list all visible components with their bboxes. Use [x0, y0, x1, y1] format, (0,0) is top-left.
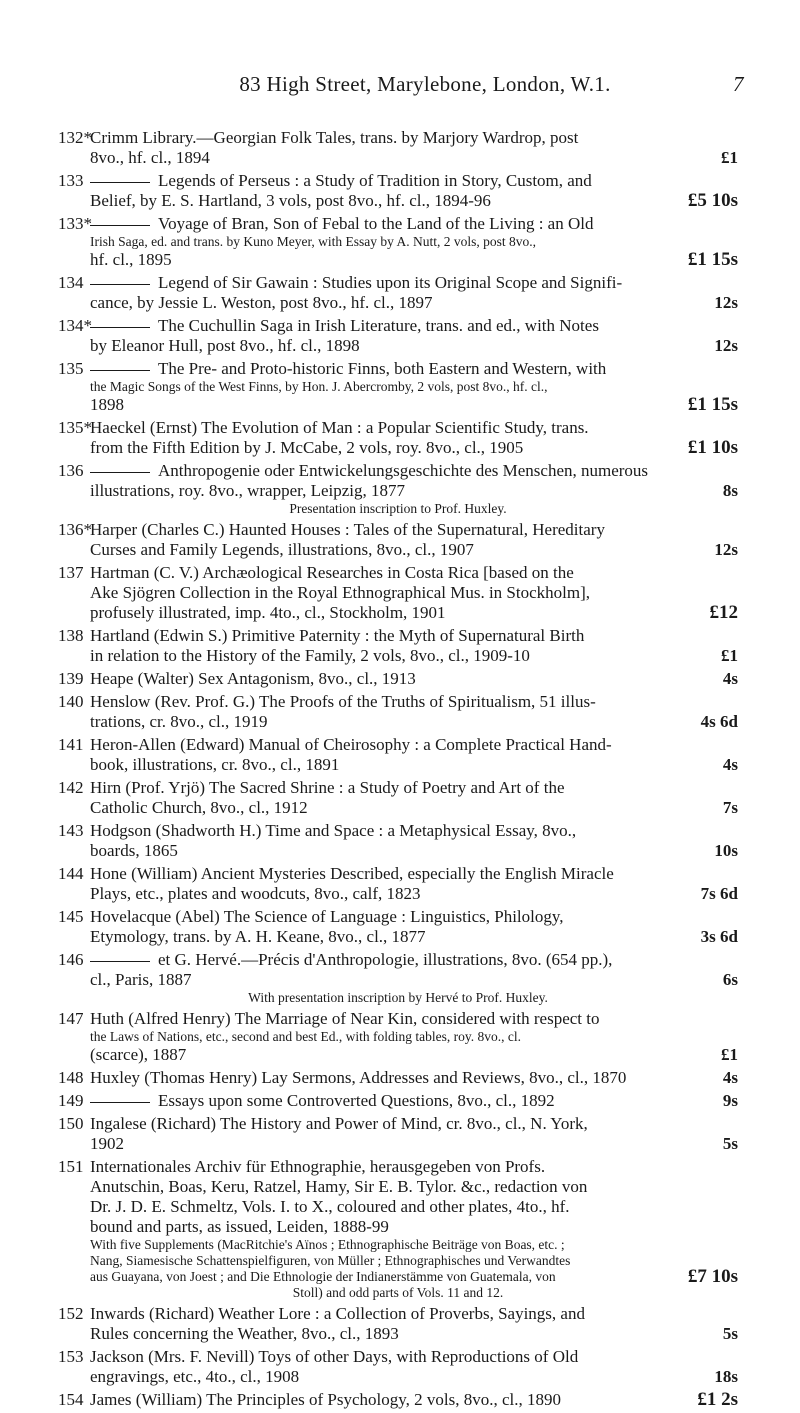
entry-text: in relation to the History of the Family, 2 vols, 8vo., cl., 1909-10	[90, 646, 530, 665]
entry-line	[58, 1177, 738, 1197]
entry-text: Rules concerning the Weather, 8vo., cl., 1893	[90, 1324, 399, 1343]
entry-price: 9s	[722, 1091, 738, 1110]
catalogue-entry	[58, 1114, 738, 1154]
entry-price: 10s	[714, 841, 738, 860]
catalogue-entry	[58, 907, 738, 947]
catalogue-entry	[58, 214, 738, 270]
entry-line	[58, 821, 738, 841]
catalogue-entry	[58, 418, 738, 458]
entry-line	[58, 293, 738, 313]
entry-line	[58, 1367, 738, 1387]
entry-text: illustrations, roy. 8vo., wrapper, Leipzig, 1877	[90, 481, 406, 500]
entry-text: boards, 1865	[90, 841, 178, 860]
entry-line	[58, 755, 738, 775]
entry-price: 4s	[722, 755, 738, 774]
ditto-rule	[90, 327, 150, 328]
entry-text: profusely illustrated, imp. 4to., cl., Stockholm, 1901	[90, 603, 446, 622]
entry-text: the Magic Songs of the West Finns, by Hon. J. Abercromby, 2 vols, post 8vo., hf. cl.,	[90, 379, 548, 394]
entry-line	[58, 778, 738, 798]
entry-number: 133	[58, 171, 84, 190]
entry-price: 6s	[722, 970, 738, 989]
entry-text: Heape (Walter) Sex Antagonism, 8vo., cl., 1913	[90, 669, 416, 688]
entry-price: 5s	[722, 1324, 738, 1343]
entry-line	[58, 379, 738, 395]
entry-number: 136*	[58, 520, 92, 539]
entry-line	[58, 626, 738, 646]
catalogue-entry	[58, 273, 738, 313]
entry-line	[58, 191, 738, 211]
entry-number: 144	[58, 864, 84, 883]
catalogue-entry	[58, 821, 738, 861]
entry-price: £1	[721, 1045, 738, 1064]
entry-line	[58, 1347, 738, 1367]
entry-line	[58, 273, 738, 293]
entry-line	[58, 250, 738, 270]
ditto-rule	[90, 370, 150, 371]
catalogue-entry	[58, 1068, 738, 1088]
entry-price: £1 15s	[687, 394, 738, 415]
page-header: 83 High Street, Marylebone, London, W.1.	[239, 72, 611, 96]
entry-text: Huxley (Thomas Henry) Lay Sermons, Addresses and Reviews, 8vo., cl., 1870	[90, 1068, 627, 1087]
entry-text: Nang, Siamesische Schattenspielfiguren, von Müller ; Ethnographisches und Verwandtes	[90, 1253, 571, 1268]
entry-text: The Pre- and Proto-historic Finns, both Eastern and Western, with	[158, 359, 607, 378]
entry-line	[58, 990, 738, 1006]
entry-line	[58, 540, 738, 560]
entry-text: Belief, by E. S. Hartland, 3 vols, post 8vo., hf. cl., 1894-96	[90, 191, 491, 210]
entry-text: 8vo., hf. cl., 1894	[90, 148, 210, 167]
entry-text: Hirn (Prof. Yrjö) The Sacred Shrine : a Study of Poetry and Art of the	[90, 778, 565, 797]
entry-line	[58, 359, 738, 379]
catalogue-entry	[58, 626, 738, 666]
entry-line	[58, 950, 738, 970]
catalogue-entries	[58, 128, 738, 1413]
ditto-rule	[90, 472, 150, 473]
entry-number: 146	[58, 950, 84, 969]
entry-text: (scarce), 1887	[90, 1045, 187, 1064]
entry-number: 132*	[58, 128, 92, 147]
entry-line	[58, 1253, 738, 1269]
entry-line	[58, 1304, 738, 1324]
entry-line	[58, 603, 738, 623]
entry-line	[58, 316, 738, 336]
entry-number: 136	[58, 461, 84, 480]
entry-line	[58, 1324, 738, 1344]
entry-price: 7s 6d	[700, 884, 738, 903]
catalogue-entry	[58, 128, 738, 168]
ditto-rule	[90, 182, 150, 183]
entry-text: Hone (William) Ancient Mysteries Described, especially the English Miracle	[90, 864, 614, 883]
entry-line	[58, 481, 738, 501]
entry-text: cance, by Jessie L. Weston, post 8vo., hf. cl., 1897	[90, 293, 433, 312]
entry-number: 151	[58, 1157, 84, 1176]
entry-line	[58, 336, 738, 356]
entry-line	[58, 1029, 738, 1045]
entry-line	[58, 214, 738, 234]
entry-price: 12s	[714, 336, 738, 355]
entry-text: Internationales Archiv für Ethnographie, herausgegeben von Profs.	[90, 1157, 546, 1176]
entry-text: Stoll) and odd parts of Vols. 11 and 12.	[292, 1285, 504, 1300]
entry-price: 12s	[714, 293, 738, 312]
catalogue-entry	[58, 461, 738, 517]
entry-number: 142	[58, 778, 84, 797]
entry-price: £12	[709, 602, 738, 623]
entry-text: Hartland (Edwin S.) Primitive Paternity : the Myth of Supernatural Birth	[90, 626, 585, 645]
entry-number: 147	[58, 1009, 84, 1028]
entry-line	[58, 418, 738, 438]
entry-text: hf. cl., 1895	[90, 250, 172, 269]
entry-text: Jackson (Mrs. F. Nevill) Toys of other Days, with Reproductions of Old	[90, 1347, 579, 1366]
entry-text: book, illustrations, cr. 8vo., cl., 1891	[90, 755, 340, 774]
entry-text: 1902	[90, 1134, 124, 1153]
entry-text: Huth (Alfred Henry) The Marriage of Near Kin, considered with respect to	[90, 1009, 600, 1028]
entry-line	[58, 1009, 738, 1029]
entry-price: £5 10s	[687, 190, 738, 211]
entry-line	[58, 1157, 738, 1177]
entry-line	[58, 864, 738, 884]
catalogue-entry	[58, 950, 738, 1006]
ditto-rule	[90, 284, 150, 285]
entry-text: Anutschin, Boas, Keru, Ratzel, Hamy, Sir E. B. Tylor. &c., redaction von	[90, 1177, 588, 1196]
entry-text: Catholic Church, 8vo., cl., 1912	[90, 798, 308, 817]
entry-number: 154	[58, 1390, 84, 1409]
entry-number: 139	[58, 669, 84, 688]
entry-text: Hodgson (Shadworth H.) Time and Space : a Metaphysical Essay, 8vo.,	[90, 821, 577, 840]
entry-number: 134	[58, 273, 84, 292]
entry-line	[58, 563, 738, 583]
entry-text: Irish Saga, ed. and trans. by Kuno Meyer, with Essay by A. Nutt, 2 vols, post 8vo.,	[90, 234, 537, 249]
entry-text: bound and parts, as issued, Leiden, 1888-99	[90, 1217, 389, 1236]
catalogue-entry	[58, 735, 738, 775]
entry-text: trations, cr. 8vo., cl., 1919	[90, 712, 268, 731]
entry-text: engravings, etc., 4to., cl., 1908	[90, 1367, 300, 1386]
entry-line	[58, 583, 738, 603]
catalogue-entry	[58, 692, 738, 732]
entry-line	[58, 1285, 738, 1301]
entry-text: With presentation inscription by Hervé to Prof. Huxley.	[248, 990, 548, 1005]
entry-line	[58, 148, 738, 168]
entry-line	[58, 1114, 738, 1134]
entry-line	[58, 646, 738, 666]
entry-price: £1	[721, 148, 738, 167]
entry-price: 7s	[722, 798, 738, 817]
entry-number: 150	[58, 1114, 84, 1133]
entry-text: Inwards (Richard) Weather Lore : a Collection of Proverbs, Sayings, and	[90, 1304, 585, 1323]
entry-price: £1 10s	[687, 437, 738, 458]
entry-number: 152	[58, 1304, 84, 1323]
entry-text: et G. Hervé.—Précis d'Anthropologie, illustrations, 8vo. (654 pp.),	[158, 950, 613, 969]
entry-price: £1	[721, 646, 738, 665]
entry-price: £1 2s	[697, 1389, 738, 1410]
catalogue-entry	[58, 669, 738, 689]
entry-line	[58, 927, 738, 947]
catalogue-entry	[58, 864, 738, 904]
entry-text: Harper (Charles C.) Haunted Houses : Tales of the Supernatural, Hereditary	[90, 520, 605, 539]
entry-line	[58, 669, 738, 689]
entry-line	[58, 1134, 738, 1154]
entry-line	[58, 884, 738, 904]
entry-text: Anthropogenie oder Entwickelungsgeschichte des Menschen, numerous	[158, 461, 649, 480]
entry-line	[58, 1237, 738, 1253]
entry-price: £1 15s	[687, 249, 738, 270]
ditto-rule	[90, 961, 150, 962]
catalogue-entry	[58, 1390, 738, 1410]
entry-line	[58, 438, 738, 458]
entry-line	[58, 128, 738, 148]
entry-price: 8s	[722, 481, 738, 500]
entry-line	[58, 1266, 738, 1287]
catalogue-entry	[58, 1009, 738, 1065]
entry-line	[58, 692, 738, 712]
entry-number: 134*	[58, 316, 92, 335]
entry-text: 1898	[90, 395, 124, 414]
catalogue-entry	[58, 563, 738, 623]
entry-text: Hartman (C. V.) Archæological Researches in Costa Rica [based on the	[90, 563, 574, 582]
entry-line	[58, 841, 738, 861]
entry-line	[58, 907, 738, 927]
entry-text: Legends of Perseus : a Study of Tradition in Story, Custom, and	[158, 171, 592, 190]
entry-text: Legend of Sir Gawain : Studies upon its Original Scope and Signifi-	[158, 273, 623, 292]
entry-number: 135*	[58, 418, 92, 437]
entry-price: 4s	[722, 669, 738, 688]
entry-line	[58, 712, 738, 732]
entry-text: the Laws of Nations, etc., second and best Ed., with folding tables, roy. 8vo., cl.	[90, 1029, 522, 1044]
entry-line	[58, 1217, 738, 1237]
entry-text: cl., Paris, 1887	[90, 970, 192, 989]
entry-line	[58, 501, 738, 517]
entry-number: 135	[58, 359, 84, 378]
entry-text: Heron-Allen (Edward) Manual of Cheirosophy : a Complete Practical Hand-	[90, 735, 612, 754]
entry-price: 4s	[722, 1068, 738, 1087]
entry-text: Voyage of Bran, Son of Febal to the Land of the Living : an Old	[158, 214, 594, 233]
entry-line	[58, 520, 738, 540]
entry-number: 140	[58, 692, 84, 711]
entry-text: Plays, etc., plates and woodcuts, 8vo., calf, 1823	[90, 884, 421, 903]
entry-text: Dr. J. D. E. Schmeltz, Vols. I. to X., coloured and other plates, 4to., hf.	[90, 1197, 570, 1216]
catalogue-entry	[58, 359, 738, 415]
entry-text: The Cuchullin Saga in Irish Literature, trans. and ed., with Notes	[158, 316, 599, 335]
entry-number: 133*	[58, 214, 92, 233]
catalogue-entry	[58, 778, 738, 818]
entry-text: Haeckel (Ernst) The Evolution of Man : a Popular Scientific Study, trans.	[90, 418, 589, 437]
entry-line	[58, 171, 738, 191]
entry-line	[58, 1390, 738, 1410]
entry-number: 148	[58, 1068, 84, 1087]
catalogue-entry	[58, 171, 738, 211]
entry-line	[58, 461, 738, 481]
entry-text: Essays upon some Controverted Questions, 8vo., cl., 1892	[158, 1091, 555, 1110]
entry-price: 12s	[714, 540, 738, 559]
entry-text: Henslow (Rev. Prof. G.) The Proofs of the Truths of Spiritualism, 51 illus-	[90, 692, 596, 711]
entry-text: Hovelacque (Abel) The Science of Language : Linguistics, Philology,	[90, 907, 564, 926]
entry-text: by Eleanor Hull, post 8vo., hf. cl., 1898	[90, 336, 360, 355]
entry-number: 149	[58, 1091, 84, 1110]
entry-number: 145	[58, 907, 84, 926]
entry-text: aus Guayana, von Joest ; and Die Ethnologie der Indianerstämme von Guatemala, von	[90, 1269, 556, 1284]
entry-price: 18s	[714, 1367, 738, 1386]
catalogue-entry	[58, 1091, 738, 1111]
entry-line	[58, 234, 738, 250]
entry-price: 4s 6d	[700, 712, 738, 731]
entry-line	[58, 1045, 738, 1065]
catalogue-entry	[58, 520, 738, 560]
entry-price: £7 10s	[687, 1266, 738, 1287]
entry-number: 143	[58, 821, 84, 840]
entry-line	[58, 735, 738, 755]
entry-number: 137	[58, 563, 84, 582]
entry-text: Curses and Family Legends, illustrations, 8vo., cl., 1907	[90, 540, 474, 559]
page-number: 7	[733, 72, 744, 96]
entry-text: from the Fifth Edition by J. McCabe, 2 vols, roy. 8vo., cl., 1905	[90, 438, 524, 457]
entry-line	[58, 1091, 738, 1111]
entry-text: Ake Sjögren Collection in the Royal Ethnographical Mus. in Stockholm],	[90, 583, 591, 602]
catalogue-entry	[58, 1157, 738, 1301]
entry-line	[58, 1068, 738, 1088]
catalogue-entry	[58, 316, 738, 356]
entry-line	[58, 970, 738, 990]
entry-number: 138	[58, 626, 84, 645]
entry-line	[58, 1197, 738, 1217]
entry-line	[58, 395, 738, 415]
entry-price: 3s 6d	[700, 927, 738, 946]
entry-number: 153	[58, 1347, 84, 1366]
entry-text: Crimm Library.—Georgian Folk Tales, trans. by Marjory Wardrop, post	[90, 128, 579, 147]
catalogue-entry	[58, 1304, 738, 1344]
entry-text: Etymology, trans. by A. H. Keane, 8vo., cl., 1877	[90, 927, 426, 946]
entry-number: 141	[58, 735, 84, 754]
ditto-rule	[90, 225, 150, 226]
entry-text: Presentation inscription to Prof. Huxley.	[289, 501, 507, 516]
entry-price: 5s	[722, 1134, 738, 1153]
catalogue-entry	[58, 1347, 738, 1387]
entry-text: James (William) The Principles of Psychology, 2 vols, 8vo., cl., 1890	[90, 1390, 562, 1409]
entry-line	[58, 798, 738, 818]
entry-text: Ingalese (Richard) The History and Power of Mind, cr. 8vo., cl., N. York,	[90, 1114, 588, 1133]
ditto-rule	[90, 1102, 150, 1103]
entry-text: With five Supplements (MacRitchie's Aïnos ; Ethnographische Beiträge von Boas, etc. ;	[90, 1237, 565, 1252]
